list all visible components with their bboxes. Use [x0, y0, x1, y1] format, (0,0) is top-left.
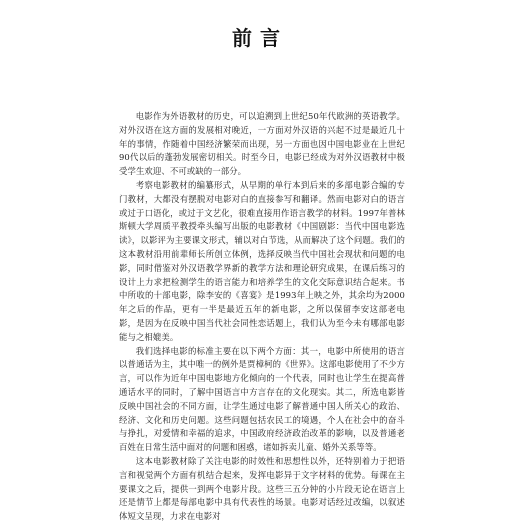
paragraph-4: 这本电影教材除了关注电影的时效性和思想性以外，还特别着力于把语言和视觉两个方面有机结合起来，发挥电影异于文字材料的优势。每课在主要课文之后，提供一到两个电影片段。这些三五分钟的小片段无论在语言上还是情节上都是每部电影中具有代表性的场景。电影对话经过改编，以叙述体短文呈现，力求在电影对 — [119, 455, 405, 522]
paragraph-3: 我们选择电影的标准主要在以下两个方面：其一，电影中所使用的语言以普通话为主，其中唯一的例外是贾樟柯的《世界》。这部电影使用了不少方言，可以作为近年中国电影地方化倾向的一个代表，同时也让学生在提高普通话水平的同时，了解中国语言中方言存在的文化现实。其二，所选电影皆反映中国社会的不同方面，让学生通过电影了解普通中国人所关心的政治、经济、文化和历史问题。这些问题包括农民工的境遇，个人在社会中的奋斗与挣扎，对爱情和幸福的追求，中国政府经济政治改革的影响，以及普通老百姓在日常生活中面对的问题和困惑，诸如拆卖儿童、婚外关系等等。 — [119, 345, 405, 453]
paragraph-1: 电影作为外语教材的历史，可以追溯到上世纪50年代欧洲的英语教学。对外汉语在这方面的发展相对晚近，一方面对外汉语的兴起不过是最近几十年的事情，作随着中国经济繁荣而出现，另一方面也因中国电影业在上世纪90代以后的蓬勃发展密切相关。时至今日，电影已经成为对外汉语教材中极受学生欢迎、不可或缺的一部分。 — [119, 111, 405, 177]
page-title: 前言 — [232, 26, 288, 50]
paragraph-2: 考察电影教材的编纂形式，从早期的单行本到后来的多部电影合编的专门教材，大都没有摆脱对电影对白的直接参写和翻译。然而电影对白的语言或过于口语化，或过于文艺化，很难直接用作语言教学的材料。1997年普林斯顿大学周质平教授牵头编写出版的电影教材《中国剧影：当代中国电影选读》，以影评为主要课文形式，辅以对白节选，从而解决了这个问题。我们的这本教材沿用前辈师长所创立体例，选择反映当代中国社会现状和问题的电影，同时借鉴对外汉语教学界新的教学方法和理论研究成果，在课后练习的设计上力求把检测学生的语言能力和培养学生的文化交际意识结合起来。书中所收的十部电影，除李安的《喜宴》是1993年上映之外，其余均为2000年之后的作品，更有一半是最近五年的新电影，之所以保留李安这部老电影，是因为在反映中国当代社会同性恋话题上，我们认为至今未有哪部电影能与之相媲美。 — [119, 179, 405, 342]
preface-body — [119, 110, 405, 524]
